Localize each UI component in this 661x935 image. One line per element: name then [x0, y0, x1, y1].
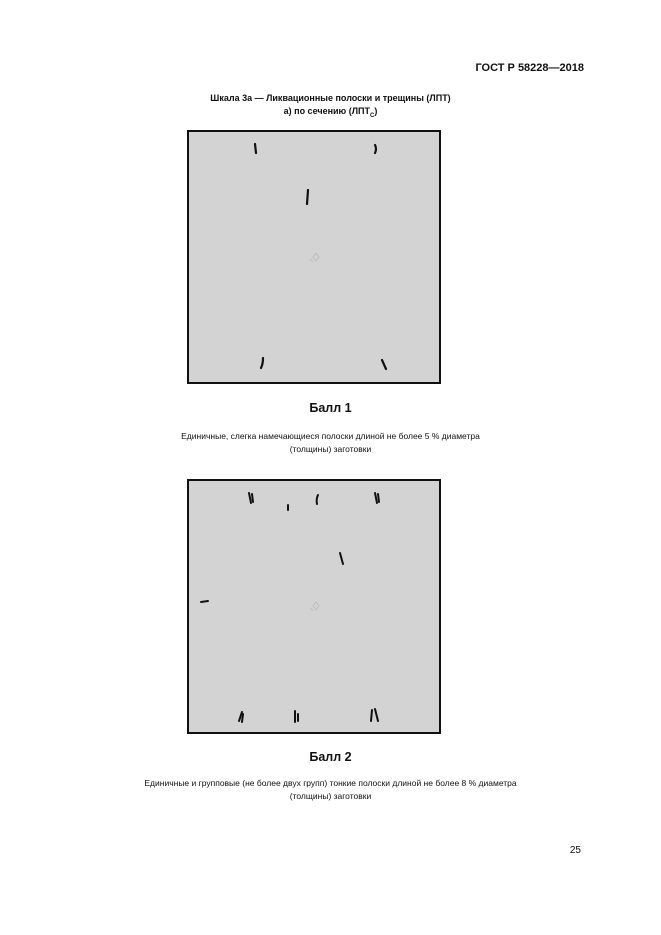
- grade-1-description: [0, 430, 661, 456]
- scale-subtitle-text: а) по сечению (ЛПТ: [283, 106, 371, 116]
- grade-1-description-line: (толщины) заготовки: [289, 444, 372, 454]
- center-mark: [310, 602, 319, 611]
- defect-streak: [375, 493, 377, 503]
- grade-2-label: Балл 2: [309, 750, 352, 764]
- defect-streak: [307, 190, 308, 204]
- defect-streak: [252, 494, 253, 502]
- sample-2-defects: [189, 481, 439, 732]
- defect-streak: [371, 710, 372, 721]
- defect-streak: [242, 714, 243, 722]
- defect-streak: [378, 494, 379, 502]
- defect-streak: [261, 358, 263, 368]
- defect-streak: [382, 360, 386, 369]
- standard-header: ГОСТ Р 58228—2018: [475, 62, 584, 74]
- grade-2-description-line: (толщины) заготовки: [289, 791, 372, 801]
- grade-1-label: Балл 1: [309, 401, 352, 415]
- defect-streak: [340, 553, 343, 564]
- grade-2-description: [0, 777, 661, 803]
- defect-streak: [375, 709, 378, 721]
- page-number: 25: [569, 845, 581, 856]
- scale-title: Шкала 3а — Ликвационные полоски и трещины (ЛПТ): [210, 93, 451, 103]
- defect-streak: [201, 601, 208, 602]
- sample-1-defects: [189, 132, 439, 382]
- scale-subtitle-subscript: С: [370, 112, 375, 119]
- grade-1-description-line: Единичные, слегка намечающиеся полоски длиной не более 5 % диаметра: [181, 431, 480, 441]
- defect-streak: [317, 495, 318, 504]
- grade-2-description-line: Единичные и групповые (не более двух групп) тонкие полоски длиной не более 8 % диаметра: [144, 778, 517, 788]
- sample-image-grade-1: [187, 130, 441, 384]
- sample-image-grade-2: [187, 479, 441, 734]
- defect-streak: [375, 145, 376, 153]
- defect-streak: [255, 144, 256, 153]
- scale-subtitle: [0, 106, 661, 119]
- defect-streak: [249, 493, 251, 503]
- center-mark: [310, 253, 319, 262]
- scale-subtitle-suffix: ): [374, 106, 378, 116]
